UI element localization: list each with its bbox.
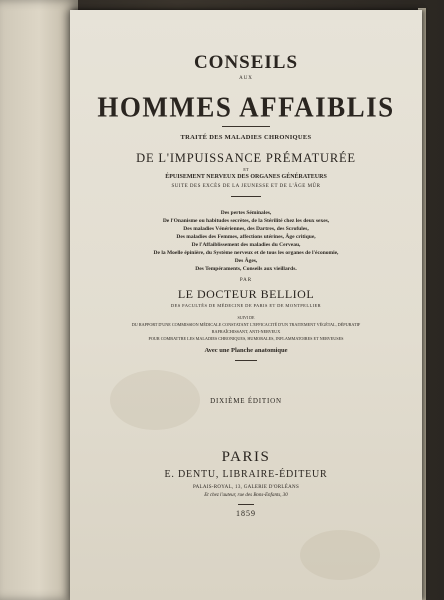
divider-rule [222, 126, 270, 127]
report-line: RAFRAÎCHISSANT, ANTI-NERVEUX [211, 329, 281, 334]
subject-line: Des maladies des Femmes, affections utérines, Âge critique, [176, 234, 316, 240]
subject-line: De l'Affaiblissement des maladies du Cerveau, [191, 242, 301, 248]
subject-line: Des maladies Vénériennes, des Dartres, des Scrofules, [183, 226, 309, 232]
subtitle-suite: SUITE DES EXCÈS DE LA JEUNESSE ET DE L'ÂGE MÛR [171, 184, 321, 189]
report-line: POUR COMBATTRE LES MALADIES CHRONIQUES, HUMORALES, INFLAMMATOIRES ET NERVEUSES [148, 336, 344, 341]
subtitle-et: ET [243, 167, 249, 172]
title-page-content [70, 10, 422, 600]
title-hommes-affaiblis: HOMMES AFFAIBLIS [97, 91, 395, 123]
subject-line: Des Tempéraments, Conseils aux vieillards. [195, 266, 297, 272]
divider-rule [235, 360, 257, 361]
report-line: DU RAPPORT D'UNE COMMISSION MÉDICALE CONSTATANT L'EFFICACITÉ D'UN TRAITEMENT VÉGÉTAL, DÉPURATIF [131, 322, 361, 327]
subject-line: Des Âges, [234, 258, 258, 264]
imprint-city: PARIS [221, 449, 271, 465]
title-aux: AUX [239, 76, 253, 81]
left-page-edge [0, 0, 78, 600]
subtitle-traite: TRAITÉ DES MALADIES CHRONIQUES [180, 134, 312, 141]
suivi-label: SUIVI DE [237, 315, 255, 320]
imprint-address-secondary: Et chez l'auteur, rue des Bons-Enfants, 30 [204, 493, 288, 498]
imprint-address: PALAIS-ROYAL, 13, GALERIE D'ORLÉANS [192, 485, 300, 490]
author-name: LE DOCTEUR BELLIOL [177, 287, 315, 301]
imprint-publisher: E. DENTU, LIBRAIRE-ÉDITEUR [164, 469, 328, 480]
title-page [70, 10, 422, 600]
subtitle-impuissance: DE L'IMPUISSANCE PRÉMATURÉE [136, 151, 356, 165]
subject-line: De la Moelle épinière, du Système nerveux et de tous les organes de l'économie, [153, 250, 339, 256]
subject-line: Des pertes Séminales, [220, 210, 272, 216]
imprint-year: 1859 [236, 509, 256, 518]
edition-label: DIXIÈME ÉDITION [210, 397, 282, 405]
subject-line: De l'Onanisme ou habitudes secrètes, de la Stérilité chez les deux sexes, [162, 218, 330, 224]
author-affiliation: DES FACULTÉS DE MÉDECINE DE PARIS ET DE MONTPELLIER [170, 303, 322, 308]
planche-note: Avec une Planche anatomique [204, 347, 288, 354]
by-label: PAR [239, 278, 253, 283]
subtitle-epuisement: ÉPUISEMENT NERVEUX DES ORGANES GÉNÉRATEURS [165, 174, 327, 180]
divider-rule [231, 196, 261, 197]
title-conseils: CONSEILS [193, 52, 299, 73]
divider-rule [238, 504, 254, 505]
